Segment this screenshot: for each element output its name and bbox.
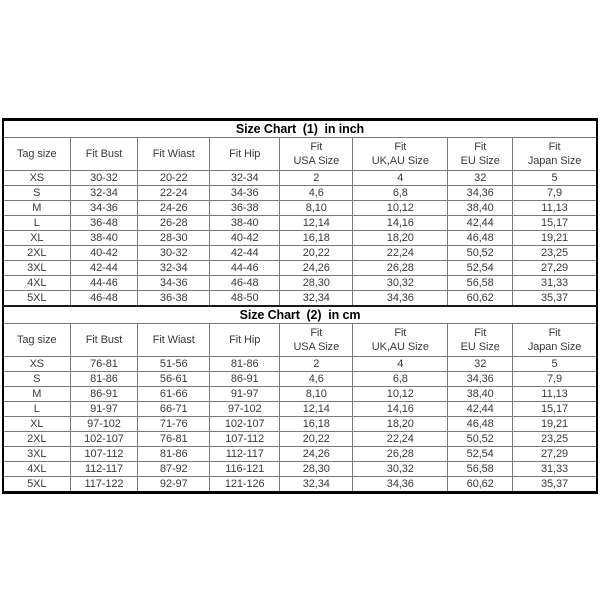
size-value-cell: 23,25 <box>513 432 597 447</box>
size-value-cell: 11,13 <box>513 387 597 402</box>
size-value-cell: 61-66 <box>138 387 210 402</box>
column-header-line: Fit Hip <box>229 148 261 160</box>
size-value-cell: 18,20 <box>353 417 448 432</box>
size-value-cell: 36-38 <box>210 201 280 216</box>
column-header <box>210 138 280 171</box>
size-value-cell: 28,30 <box>280 462 353 477</box>
size-value-cell: 38-40 <box>210 216 280 231</box>
column-header <box>70 138 138 171</box>
table-row <box>3 432 597 447</box>
column-header <box>513 138 597 171</box>
size-value-cell: 107-112 <box>210 432 280 447</box>
column-header-line: UK,AU Size <box>371 341 429 353</box>
column-header <box>138 324 210 357</box>
size-value-cell: 30-32 <box>70 171 138 186</box>
column-header-line: USA Size <box>293 341 340 353</box>
size-value-cell: 27,29 <box>513 261 597 276</box>
size-value-cell: 86-91 <box>70 387 138 402</box>
column-header <box>280 138 353 171</box>
column-header <box>70 324 138 357</box>
size-value-cell: 24,26 <box>280 447 353 462</box>
table-row <box>3 216 597 231</box>
column-header-line: Tag size <box>17 334 57 346</box>
size-value-cell: 4,6 <box>280 372 353 387</box>
size-value-cell: 22-24 <box>138 186 210 201</box>
size-value-cell: 107-112 <box>70 447 138 462</box>
size-value-cell: 32,34 <box>280 291 353 307</box>
size-value-cell: 35,37 <box>513 477 597 493</box>
size-value-cell: 81-86 <box>138 447 210 462</box>
tag-size-cell: XS <box>3 171 70 186</box>
size-value-cell: 24,26 <box>280 261 353 276</box>
column-header <box>353 324 448 357</box>
column-header-line: Fit Hip <box>229 334 261 346</box>
size-value-cell: 32-34 <box>70 186 138 201</box>
size-value-cell: 4,6 <box>280 186 353 201</box>
chart-title-row <box>3 306 597 324</box>
column-header-line: Fit <box>394 141 407 153</box>
column-header-line: Fit <box>394 327 407 339</box>
size-value-cell: 97-102 <box>70 417 138 432</box>
size-value-cell: 40-42 <box>70 246 138 261</box>
table-row <box>3 462 597 477</box>
size-value-cell: 117-122 <box>70 477 138 493</box>
column-header-line: UK,AU Size <box>371 155 429 167</box>
size-value-cell: 30-32 <box>138 246 210 261</box>
size-value-cell: 16,18 <box>280 417 353 432</box>
column-header <box>448 324 513 357</box>
tag-size-cell: 2XL <box>3 432 70 447</box>
size-value-cell: 12,14 <box>280 216 353 231</box>
tag-size-cell: 2XL <box>3 246 70 261</box>
tag-size-cell: M <box>3 201 70 216</box>
size-value-cell: 8,10 <box>280 201 353 216</box>
size-value-cell: 44-46 <box>70 276 138 291</box>
size-value-cell: 26,28 <box>353 261 448 276</box>
size-value-cell: 44-46 <box>210 261 280 276</box>
size-value-cell: 4 <box>353 171 448 186</box>
table-row <box>3 477 597 493</box>
size-value-cell: 32 <box>448 171 513 186</box>
size-value-cell: 40-42 <box>210 231 280 246</box>
column-header-row <box>3 324 597 357</box>
column-header-line: Fit Wiast <box>152 148 195 160</box>
size-value-cell: 22,24 <box>353 246 448 261</box>
tag-size-cell: S <box>3 186 70 201</box>
size-value-cell: 46-48 <box>210 276 280 291</box>
size-value-cell: 50,52 <box>448 432 513 447</box>
table-row <box>3 171 597 186</box>
size-value-cell: 97-102 <box>210 402 280 417</box>
size-value-cell: 112-117 <box>210 447 280 462</box>
size-value-cell: 19,21 <box>513 231 597 246</box>
table-row <box>3 231 597 246</box>
size-value-cell: 48-50 <box>210 291 280 307</box>
size-value-cell: 86-91 <box>210 372 280 387</box>
column-header <box>3 138 70 171</box>
tag-size-cell: XL <box>3 417 70 432</box>
size-value-cell: 31,33 <box>513 462 597 477</box>
size-value-cell: 46,48 <box>448 417 513 432</box>
table-row <box>3 417 597 432</box>
size-value-cell: 38-40 <box>70 231 138 246</box>
column-header-line: EU Size <box>460 341 500 353</box>
table-row <box>3 246 597 261</box>
column-header <box>3 324 70 357</box>
column-header <box>210 324 280 357</box>
size-value-cell: 51-56 <box>138 357 210 372</box>
tag-size-cell: 3XL <box>3 447 70 462</box>
table-row <box>3 276 597 291</box>
table-row <box>3 261 597 276</box>
table-row <box>3 201 597 216</box>
tag-size-cell: S <box>3 372 70 387</box>
size-value-cell: 27,29 <box>513 447 597 462</box>
column-header <box>353 138 448 171</box>
tag-size-cell: L <box>3 216 70 231</box>
column-header-line: Fit <box>310 327 323 339</box>
column-header-line: Fit Bust <box>85 148 123 160</box>
size-value-cell: 18,20 <box>353 231 448 246</box>
column-header <box>280 324 353 357</box>
size-value-cell: 10,12 <box>353 387 448 402</box>
table-row <box>3 387 597 402</box>
tag-size-cell: 5XL <box>3 477 70 493</box>
size-value-cell: 32-34 <box>210 171 280 186</box>
size-value-cell: 14,16 <box>353 216 448 231</box>
size-value-cell: 34-36 <box>70 201 138 216</box>
size-value-cell: 34-36 <box>210 186 280 201</box>
column-header-line: Fit <box>310 141 323 153</box>
size-value-cell: 8,10 <box>280 387 353 402</box>
tag-size-cell: M <box>3 387 70 402</box>
column-header <box>448 138 513 171</box>
size-value-cell: 28,30 <box>280 276 353 291</box>
column-header <box>513 324 597 357</box>
size-value-cell: 91-97 <box>70 402 138 417</box>
column-header-line: Japan Size <box>527 341 582 353</box>
size-value-cell: 14,16 <box>353 402 448 417</box>
column-header-line: Fit <box>474 141 487 153</box>
size-value-cell: 32 <box>448 357 513 372</box>
size-value-cell: 71-76 <box>138 417 210 432</box>
column-header <box>138 138 210 171</box>
size-value-cell: 102-107 <box>210 417 280 432</box>
size-value-cell: 42,44 <box>448 402 513 417</box>
size-value-cell: 50,52 <box>448 246 513 261</box>
size-value-cell: 56,58 <box>448 462 513 477</box>
size-value-cell: 46,48 <box>448 231 513 246</box>
column-header-line: USA Size <box>293 155 340 167</box>
tag-size-cell: 5XL <box>3 291 70 307</box>
chart-title: Size Chart (2) in cm <box>3 306 597 324</box>
size-value-cell: 38,40 <box>448 201 513 216</box>
size-value-cell: 6,8 <box>353 186 448 201</box>
column-header-line: Fit Bust <box>85 334 123 346</box>
tag-size-cell: L <box>3 402 70 417</box>
size-value-cell: 4 <box>353 357 448 372</box>
size-value-cell: 15,17 <box>513 216 597 231</box>
size-value-cell: 24-26 <box>138 201 210 216</box>
size-value-cell: 28-30 <box>138 231 210 246</box>
size-value-cell: 5 <box>513 171 597 186</box>
size-value-cell: 81-86 <box>210 357 280 372</box>
tag-size-cell: 4XL <box>3 276 70 291</box>
size-value-cell: 30,32 <box>353 276 448 291</box>
size-value-cell: 22,24 <box>353 432 448 447</box>
tag-size-cell: 4XL <box>3 462 70 477</box>
column-header-row <box>3 138 597 171</box>
size-value-cell: 42,44 <box>448 216 513 231</box>
size-value-cell: 34,36 <box>448 186 513 201</box>
size-value-cell: 91-97 <box>210 387 280 402</box>
size-value-cell: 2 <box>280 357 353 372</box>
tag-size-cell: 3XL <box>3 261 70 276</box>
size-value-cell: 92-97 <box>138 477 210 493</box>
size-value-cell: 52,54 <box>448 261 513 276</box>
size-value-cell: 116-121 <box>210 462 280 477</box>
size-value-cell: 7,9 <box>513 186 597 201</box>
size-value-cell: 32-34 <box>138 261 210 276</box>
size-value-cell: 46-48 <box>70 291 138 307</box>
size-value-cell: 76-81 <box>70 357 138 372</box>
size-value-cell: 66-71 <box>138 402 210 417</box>
tag-size-cell: XL <box>3 231 70 246</box>
size-value-cell: 35,37 <box>513 291 597 307</box>
column-header-line: Japan Size <box>527 155 582 167</box>
size-value-cell: 26,28 <box>353 447 448 462</box>
column-header-line: Fit <box>548 327 561 339</box>
size-value-cell: 42-44 <box>210 246 280 261</box>
size-value-cell: 11,13 <box>513 201 597 216</box>
size-chart-body <box>3 120 597 493</box>
column-header-line: Fit <box>474 327 487 339</box>
size-value-cell: 121-126 <box>210 477 280 493</box>
size-value-cell: 60,62 <box>448 291 513 307</box>
size-value-cell: 52,54 <box>448 447 513 462</box>
size-value-cell: 30,32 <box>353 462 448 477</box>
table-row <box>3 402 597 417</box>
size-value-cell: 36-48 <box>70 216 138 231</box>
table-row <box>3 447 597 462</box>
column-header-line: Fit Wiast <box>152 334 195 346</box>
size-value-cell: 102-107 <box>70 432 138 447</box>
size-value-cell: 12,14 <box>280 402 353 417</box>
size-value-cell: 10,12 <box>353 201 448 216</box>
size-value-cell: 34-36 <box>138 276 210 291</box>
size-value-cell: 76-81 <box>138 432 210 447</box>
size-value-cell: 32,34 <box>280 477 353 493</box>
size-value-cell: 16,18 <box>280 231 353 246</box>
size-value-cell: 60,62 <box>448 477 513 493</box>
size-value-cell: 19,21 <box>513 417 597 432</box>
table-row <box>3 357 597 372</box>
size-value-cell: 81-86 <box>70 372 138 387</box>
column-header-line: EU Size <box>460 155 500 167</box>
size-value-cell: 20,22 <box>280 246 353 261</box>
size-value-cell: 34,36 <box>353 477 448 493</box>
chart-title: Size Chart (1) in inch <box>3 120 597 138</box>
table-row <box>3 186 597 201</box>
table-row <box>3 372 597 387</box>
size-value-cell: 23,25 <box>513 246 597 261</box>
size-value-cell: 7,9 <box>513 372 597 387</box>
size-value-cell: 5 <box>513 357 597 372</box>
size-chart-table <box>2 118 598 494</box>
size-value-cell: 31,33 <box>513 276 597 291</box>
size-value-cell: 56-61 <box>138 372 210 387</box>
size-value-cell: 36-38 <box>138 291 210 307</box>
chart-title-row <box>3 120 597 138</box>
column-header-line: Fit <box>548 141 561 153</box>
size-value-cell: 42-44 <box>70 261 138 276</box>
size-value-cell: 38,40 <box>448 387 513 402</box>
size-value-cell: 2 <box>280 171 353 186</box>
size-value-cell: 26-28 <box>138 216 210 231</box>
size-value-cell: 6,8 <box>353 372 448 387</box>
size-value-cell: 34,36 <box>448 372 513 387</box>
column-header-line: Tag size <box>17 148 57 160</box>
size-value-cell: 15,17 <box>513 402 597 417</box>
tag-size-cell: XS <box>3 357 70 372</box>
size-value-cell: 56,58 <box>448 276 513 291</box>
size-value-cell: 20,22 <box>280 432 353 447</box>
table-row <box>3 291 597 307</box>
size-value-cell: 87-92 <box>138 462 210 477</box>
size-value-cell: 112-117 <box>70 462 138 477</box>
size-value-cell: 34,36 <box>353 291 448 307</box>
size-value-cell: 20-22 <box>138 171 210 186</box>
